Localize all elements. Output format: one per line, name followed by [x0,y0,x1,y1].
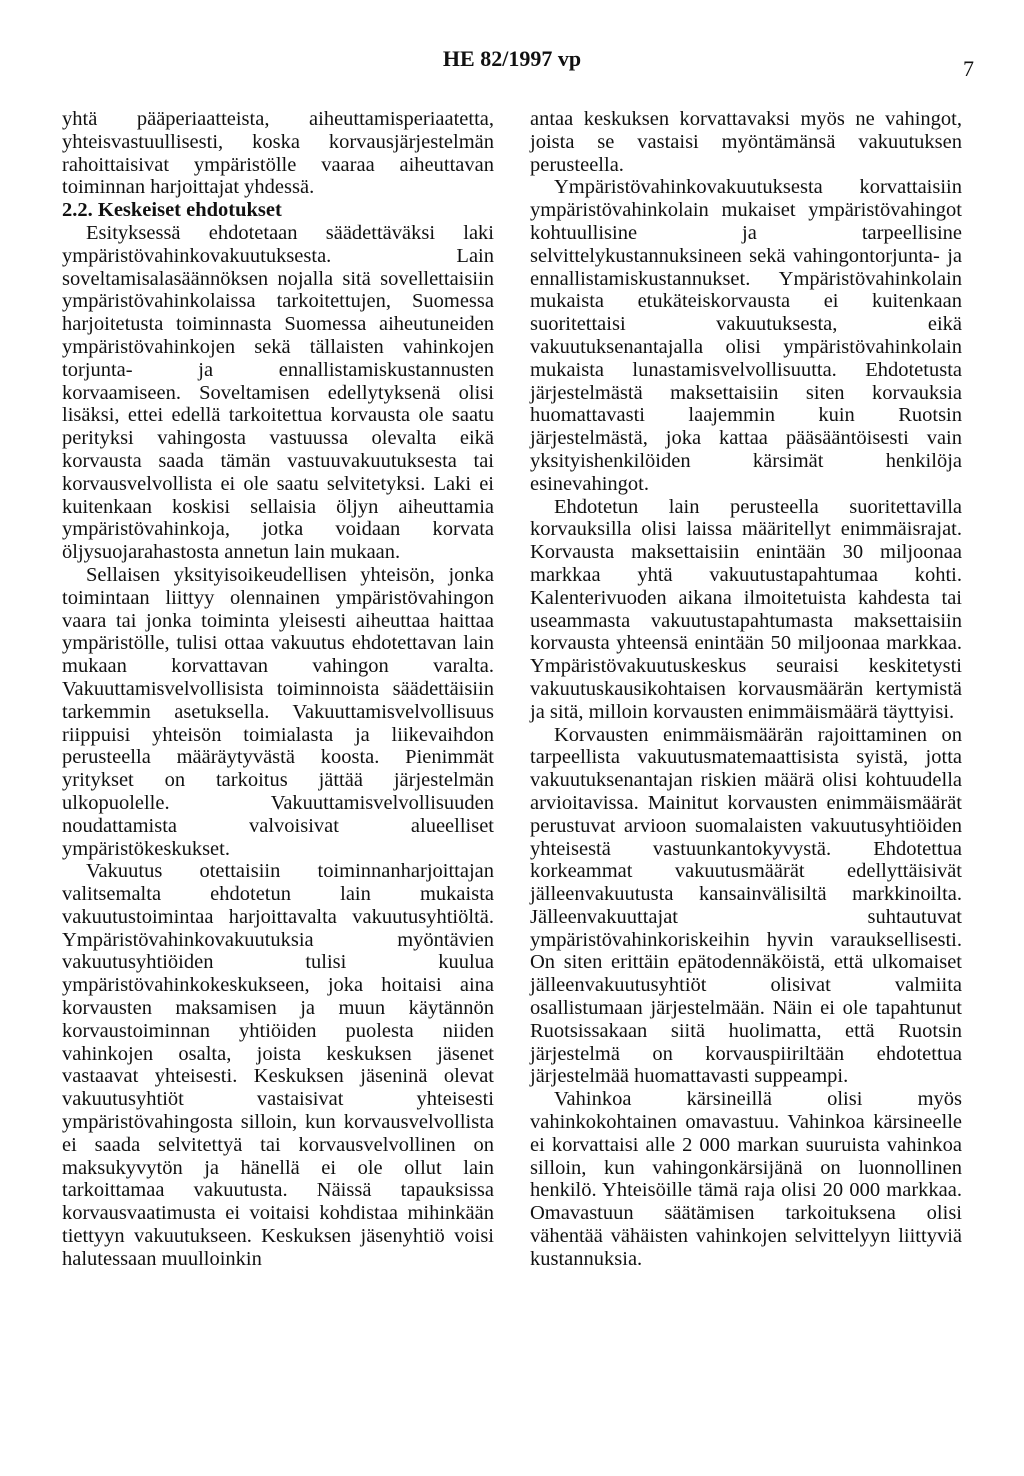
section-heading: 2.2. Keskeiset ehdotukset [62,199,282,222]
paragraph: Vahinkoa kärsineillä olisi myös vahinkokohtainen omavastuu. Vahinkoa kärsineelle ei korvattaisi alle 2 000 markan suuruista vahinkoa silloin, kun vahingonkärsijänä on luonnollinen henkilö. Yhteisöille tämä raja olisi 20 000 markkaa. Omavastuun säätämisen tarkoituksena olisi vähentää vähäisten vahinkojen selvittelyyn liittyviä kustannuksia. [530,1088,962,1270]
paragraph: Korvausten enimmäismäärän rajoittaminen on tarpeellista vakuutusmatemaattisista syistä, jotta vakuutuksenantajan riskien määrä olisi kohtuudella arvioitavissa. Mainitut korvausten enimmäismäärät perustuvat arvioon suomalaisten vakuutusyhtiöiden yhteisestä vastuunkantokyvystä. Ehdotettua korkeammat vakuutusmäärät edellyttäisivät jälleenvakuutusta kansainvälisiltä markkinoilta. Jälleenvakuuttajat suhtautuvat ympäristövahinkoriskeihin hyvin varauksellisesti. On siten erittäin epätodennäköistä, että ulkomaiset jälleenvakuutusyhtiöt olisivat valmiita osallistumaan järjestelmään. Näin ei ole tapahtunut Ruotsissakaan siitä huolimatta, että Ruotsin järjestelmä on korvauspiiriltään ehdotettua järjestelmää huomattavasti suppeampi. [530,723,962,1088]
paragraph: Sellaisen yksityisoikeudellisen yhteisön, jonka toimintaan liittyy olennainen ympäristövahingon vaara tai jonka toiminta yleisesti aiheuttaa haittaa ympäristölle, tulisi ottaa vakuutus ehdotettavan lain mukaan korvattavan vahingon varalta. Vakuuttamisvelvollisista toiminnoista säädettäisiin tarkemmin asetuksella. Vakuuttamisvelvollisuus riippuisi yhteisön toimialasta ja liikevaihdon perusteella määräytyvästä koosta. Pienimmät yritykset on tarkoitus jättää järjestelmän ulkopuolelle. Vakuuttamisvelvollisuuden noudattamista valvoisivat alueelliset ympäristökeskukset. [62,563,494,860]
continued-paragraph: antaa keskuksen korvattavaksi myös ne vahingot, joista se vastaisi myöntämänsä vakuutuksen perusteella. [530,108,962,176]
paragraph: Ympäristövahinkovakuutuksesta korvattaisiin ympäristövahinkolain mukaiset ympäristövahingot kohtuullisine ja tarpeellisine selvittelykustannuksineen sekä vahingontorjunta- ja ennallistamiskustannukset. Ympäristövahinkolain mukaista etukäteiskorvausta ei kuitenkaan suoritettaisi vakuutuksesta, eikä vakuutuksenantajalla olisi ympäristövahinkolain mukaista lunastamisvelvollisuutta. Ehdotetusta järjestelmästä maksettaisiin siten korvauksia huomattavasti laajemmin kuin Ruotsin järjestelmästä, joka kattaa pääsääntöisesti vain yksityishenkilöiden kärsimät henkilöja esinevahingot. [530,176,962,495]
paragraph: Vakuutus otettaisiin toiminnanharjoittajan valitsemalta ehdotetun lain mukaista vakuutustoimintaa harjoittavalta vakuutusyhtiöltä. Ympäristövahinkovakuutuksia myöntävien vakuutusyhtiöiden tulisi kuulua ympäristövahinkokeskukseen, joka hoitaisi aina korvausten maksamisen ja muun käytännön korvaustoiminnan yhtiöiden puolesta niiden vahinkojen osalta, joista keskuksen jäsenet vastaavat yhteisesti. Keskuksen jäseninä olevat vakuutusyhtiöt vastaisivat yhteisesti ympäristövahingosta silloin, kun korvausvelvollista ei saada selvitettyä tai korvausvelvollinen on maksukyvytön ja hänellä ei ole ollut lain tarkoittamaa vakuutusta. Näissä tapauksissa korvausvaatimusta ei voitaisi kohdistaa mihinkään tiettyyn vakuutukseen. Keskuksen jäsenyhtiö voisi halutessaan muulloinkin [62,860,494,1270]
left-column [62,108,494,1271]
paragraph: Ehdotetun lain perusteella suoritettavilla korvauksilla olisi laissa määritellyt enimmäisrajat. Korvausta maksettaisiin enintään 30 miljoonaa markkaa yhtä vakuutustapahtumaa kohti. Kalenterivuoden aikana ilmoitetuista kahdesta tai useammasta vakuutustapahtumasta maksettaisiin korvausta yhteensä enintään 50 miljoonaa markkaa. Ympäristövakuutuskeskus seuraisi keskitetysti vakuutuskausikohtaisen korvausmäärän kertymistä ja sitä, milloin korvausten enimmäismäärä täyttyisi. [530,495,962,723]
continued-paragraph: yhtä pääperiaatteista, aiheuttamisperiaatetta, yhteisvastuullisesti, koska korvausjärjestelmän rahoittaisivat ympäristölle vaaraa aiheuttavan toiminnan harjoittajat yhdessä. [62,108,494,199]
right-column [530,108,962,1271]
page-number: 7 [963,56,974,81]
paragraph: Esityksessä ehdotetaan säädettäväksi laki ympäristövahinkovakuutuksesta. Lain soveltamisalasäännöksen nojalla sitä sovellettaisiin ympäristövahinkolaissa tarkoitettujen, Suomessa harjoitetusta toiminnasta Suomessa aiheutuneiden ympäristövahinkojen sekä tällaisten vahinkojen torjunta- ja ennallistamiskustannusten korvaamiseen. Soveltamisen edellytyksenä olisi lisäksi, ettei edellä tarkoitettua korvausta ole saatu perityksi vahingosta vastuussa olevalta eikä korvausta saada tämän vastuuvakuutuksesta tai korvausvelvollista ei ole saatu selvitetyksi. Laki ei kuitenkaan koskisi sellaisia öljyn aiheuttamia ympäristövahinkoja, jotka voidaan korvata öljysuojarahastosta annetun lain mukaan. [62,221,494,564]
document-header-title: HE 82/1997 vp [442,46,582,71]
